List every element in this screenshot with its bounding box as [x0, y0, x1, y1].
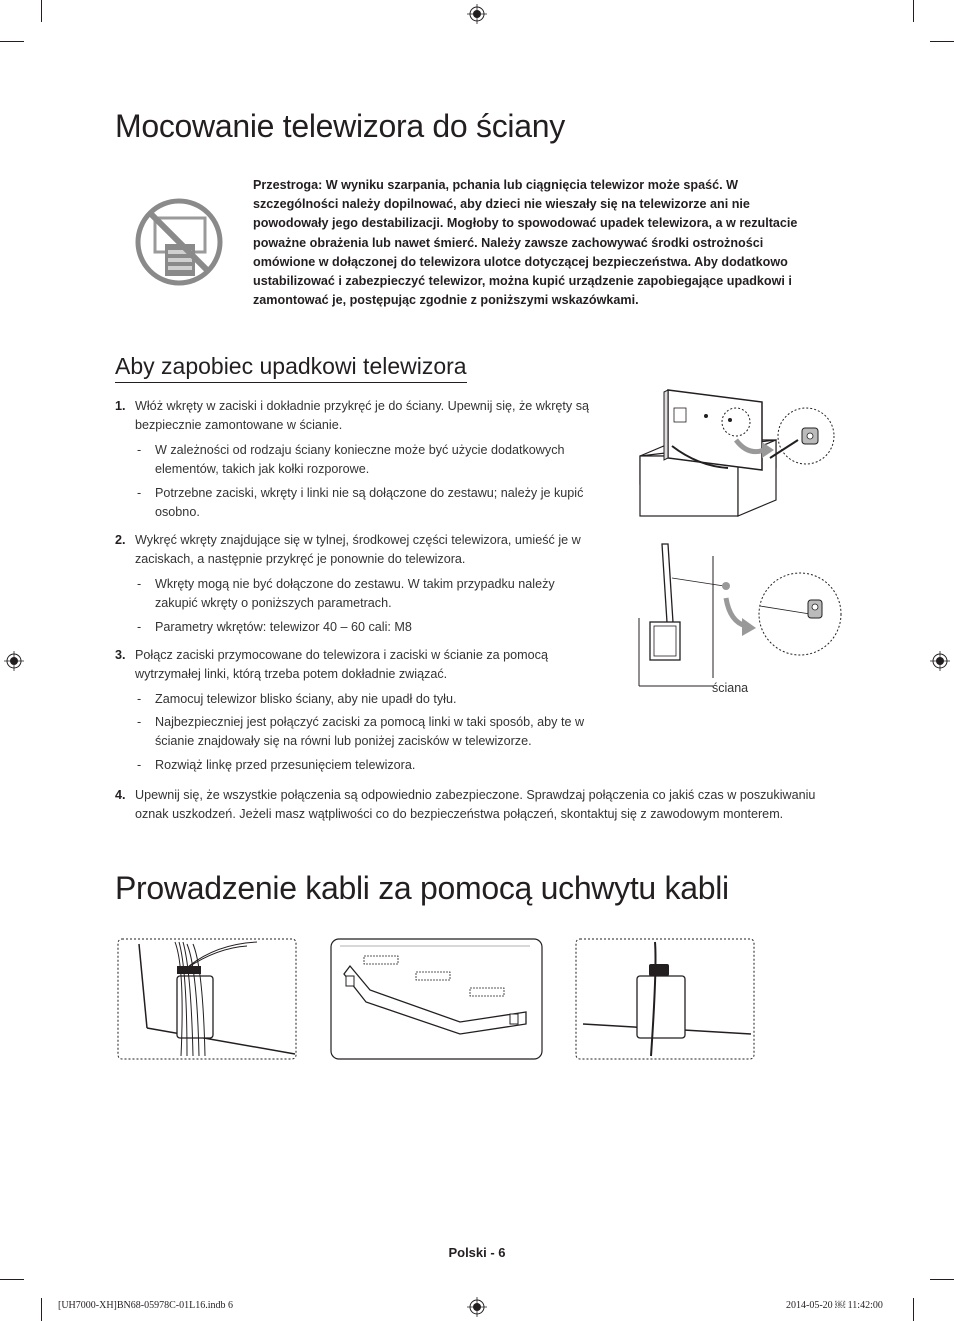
dash: -: [137, 443, 142, 457]
sub-text: Rozwiąż linkę przed przesunięciem telewizora.: [155, 758, 416, 772]
print-slug-left: [UH7000-XH]BN68-05978C-01L16.indb 6: [58, 1300, 233, 1311]
tv-bracket-illustration: [638, 388, 838, 528]
step-number: 3.: [115, 648, 126, 662]
registration-target-icon: [467, 4, 487, 24]
wall-label: ściana: [712, 681, 749, 695]
step-text: Połącz zaciski przymocowane do telewizora i zaciski w ścianie za pomocą wytrzymałej linki, którą trzeba potem dokładnie związać.: [135, 648, 548, 682]
sub-text: Wkręty mogą nie być dołączone do zestawu. W takim przypadku należy zakupić wkręty o poniższych parametrach.: [155, 577, 555, 611]
sub-text: Parametry wkrętów: telewizor 40 – 60 cali: M8: [155, 620, 412, 634]
step-text: Upewnij się, że wszystkie połączenia są odpowiednio zabezpieczone. Sprawdzaj połączenia co jakiś czas w poszukiwaniu oznak uszkodzeń. Jeżeli masz wątpliwości co do bezpieczeństwa połączeń, skontaktuj się z zawodowym monterem.: [135, 788, 816, 822]
no-climbing-warning-icon: [135, 198, 223, 286]
cable-holder-illustration-left: [117, 938, 297, 1060]
step-number: 1.: [115, 399, 126, 413]
sub-text: W zależności od rodzaju ściany konieczne może być użycie dodatkowych elementów, takich jak kołki rozporowe.: [155, 443, 565, 477]
crop-mark: [913, 1298, 914, 1321]
sub-text: Najbezpieczniej jest połączyć zaciski za pomocą linki w taki sposób, aby te w ścianie znajdowały się na równi lub poniżej zacisków w telewizorze.: [155, 715, 585, 749]
dash: -: [137, 715, 142, 729]
dash: -: [137, 577, 142, 591]
page-footer: Polski - 6: [448, 1245, 506, 1260]
step-number: 4.: [115, 788, 126, 802]
crop-mark: [930, 1279, 954, 1280]
tv-wall-side-illustration: [638, 542, 843, 687]
step-text: Włóż wkręty w zaciski i dokładnie przykręć je do ściany. Upewnij się, że wkręty są bezpiecznie zamontowane w ścianie.: [135, 399, 589, 433]
crop-mark: [0, 41, 24, 42]
dash: -: [137, 692, 142, 706]
dash: -: [137, 758, 142, 772]
sub-text: Zamocuj telewizor blisko ściany, aby nie upadł do tyłu.: [155, 692, 457, 706]
registration-target-icon: [467, 1297, 487, 1317]
crop-mark: [41, 1298, 42, 1321]
sub-text: Potrzebne zaciski, wkręty i linki nie są dołączone do zestawu; należy je kupić osobno.: [155, 486, 584, 520]
page-title-cables: Prowadzenie kabli za pomocą uchwytu kabli: [115, 870, 729, 906]
step-text: Wykręć wkręty znajdujące się w tylnej, środkowej części telewizora, umieść je w zaciskach, a następnie przykręć je ponownie do telewizora.: [135, 533, 581, 567]
registration-target-icon: [4, 651, 24, 671]
registration-target-icon: [930, 651, 950, 671]
cable-holder-illustration-right: [575, 938, 755, 1060]
step-number: 2.: [115, 533, 126, 547]
crop-mark: [41, 0, 42, 22]
warning-text: Przestroga: W wyniku szarpania, pchania lub ciągnięcia telewizor może spaść. W szczególności należy dopilnować, aby dzieci nie wieszały się na telewizorze ani nie powodowały jego destabilizacji. Mogłoby to spowodować upadek telewizora, a w rezultacie poważne obrażenia lub nawet śmierć. Należy zawsze zachowywać środki ostrożności omówione w dołączonej do telewizora ulotce dotyczącej bezpieczeństwa. Aby dodatkowo ustabilizować i zabezpieczyć telewizor, można kupić urządzenie zapobiegające upadkowi i zamontować je, postępując zgodnie z poniższymi wskazówkami.: [253, 178, 798, 308]
cable-holder-illustration-center: [330, 938, 543, 1060]
crop-mark: [930, 41, 954, 42]
crop-mark: [0, 1279, 24, 1280]
dash: -: [137, 486, 142, 500]
dash: -: [137, 620, 142, 634]
print-slug-right: 2014-05-20 ￼ 11:42:00: [786, 1300, 883, 1311]
page-title-mount: Mocowanie telewizora do ściany: [115, 108, 565, 144]
crop-mark: [913, 0, 914, 22]
section-title: Aby zapobiec upadkowi telewizora: [115, 353, 467, 383]
